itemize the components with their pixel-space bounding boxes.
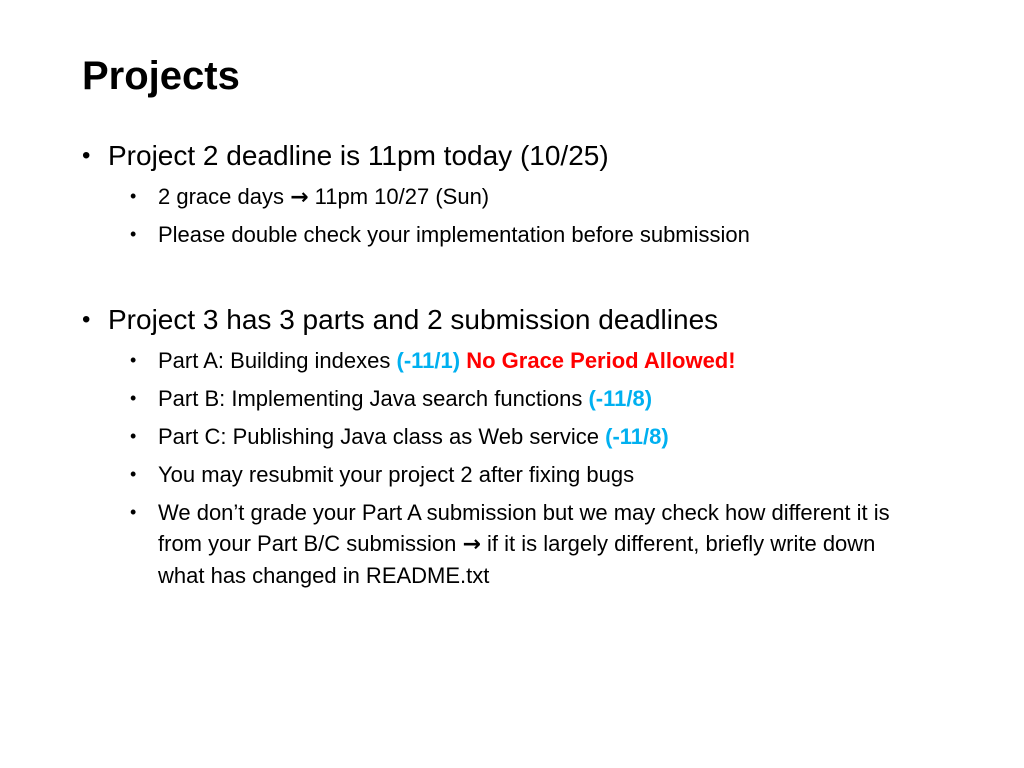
no-grace-warning: No Grace Period Allowed! <box>466 348 736 373</box>
bullet-grace-days <box>130 181 890 213</box>
bullet-text <box>158 383 890 414</box>
bullet-text: Please double check your implementation before submission <box>158 222 750 247</box>
bullet-icon: • <box>130 426 137 446</box>
part-c-deadline: (-11/8) <box>605 424 669 449</box>
bullet-icon: • <box>82 306 91 333</box>
bullet-resubmit <box>130 459 890 490</box>
bullet-text <box>158 181 890 213</box>
bullet-part-c <box>130 421 890 452</box>
arrow-right-icon: → <box>462 532 481 557</box>
bullet-icon: • <box>130 350 137 370</box>
bullet-text: Project 2 deadline is 11pm today (10/25) <box>108 140 609 171</box>
bullet-text <box>158 345 890 376</box>
bullet-part-a <box>130 345 890 376</box>
bullet-part-b <box>130 383 890 414</box>
bullet-icon: • <box>130 186 137 206</box>
grace-days-text: 2 grace days <box>158 184 284 209</box>
slide-title: Projects <box>82 54 240 98</box>
part-a-text: Part A: Building indexes <box>158 348 391 373</box>
bullet-icon: • <box>130 388 137 408</box>
bullet-text: Project 3 has 3 parts and 2 submission deadlines <box>108 304 719 335</box>
grace-deadline-text: 11pm 10/27 (Sun) <box>314 184 490 209</box>
arrow-right-icon: → <box>290 185 309 210</box>
bullet-icon: • <box>130 502 137 522</box>
grading-followup-text: if it is largely different, briefly write down what has changed in README.txt <box>158 531 876 588</box>
part-b-text: Part B: Implementing Java search functions <box>158 386 583 411</box>
bullet-grading <box>130 497 890 591</box>
bullet-double-check <box>130 219 890 250</box>
part-a-deadline: (-11/1) <box>396 348 461 373</box>
part-b-deadline: (-11/8) <box>588 386 653 411</box>
bullet-icon: • <box>130 224 137 244</box>
grading-text: We don’t grade your Part A submission but we may check how different it is from your Part B/C submission <box>158 500 890 556</box>
part-c-text: Part C: Publishing Java class as Web service <box>158 424 599 449</box>
bullet-icon: • <box>130 464 137 484</box>
bullet-text <box>158 421 890 452</box>
bullet-icon: • <box>82 142 91 169</box>
bullet-text <box>158 497 890 591</box>
bullet-text: You may resubmit your project 2 after fixing bugs <box>158 462 635 487</box>
